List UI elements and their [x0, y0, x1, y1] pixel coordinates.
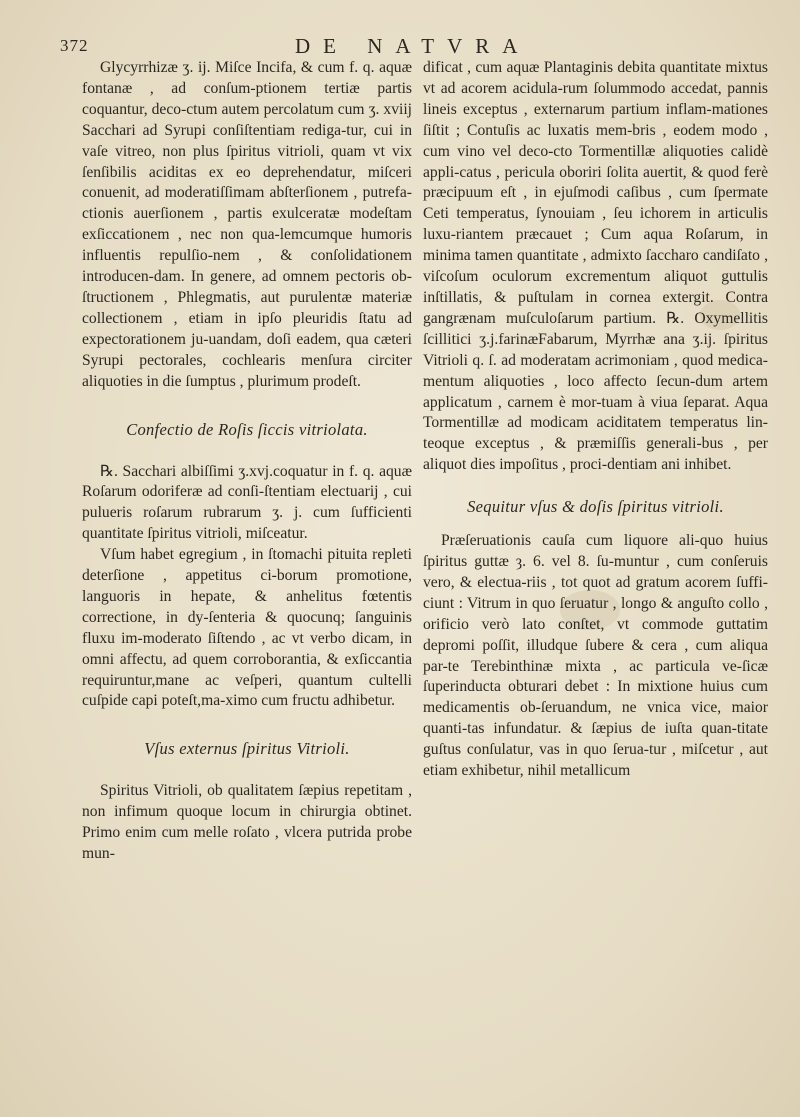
- left-heading-confectio: Confectio de Roſis ſiccis vitriolata.: [126, 419, 368, 439]
- left-column: [82, 58, 412, 865]
- left-paragraph-2: ℞. Sacchari albiſſimi ʒ.xvj.coquatur in f. q. aquæ Roſarum odoriferæ ad conſi-ſtentiam electuarij , cui pulueris roſarum rubrarum ʒ. j. cum ſufficienti quantitate ſpiritus vitrioli, miſceatur.: [82, 462, 412, 543]
- right-paragraph-1: dificat , cum aquæ Plantaginis debita quantitate mixtus vt ad acorem acidula-rum ſolummodo accedat, pannis lineis exceptus , externarum partium inflam-mationes ſiſtit ; Contuſis ac luxatis mem-bris , eodem modo , cum vino vel deco-cto Tormentillæ aliquoties calidè appli-catus , pericula oboriri ſolita auertit, & quod ferè præcipuum eſt , in ejuſmodi caſibus , cum ſpermate Ceti temperatus, ſynouiam , ſeu ichorem in articulis luxu-riantem præcauet ; Cum aqua Roſarum, in minima tamen quantitate , admixto ſaccharo candiſato , viſcoſum oculorum excrementum aliquot guttulis inſtillatis, & puſtulam in cornea extergit. Contra gangrænam muſculoſarum partium. ℞. Oxymellitis ſcillitici ʒ.j.farinæFabarum, Myrrhæ ana ʒ.ij. ſpiritus Vitrioli q. ſ. ad moderatam acrimoniam , quod medica-mentum aliquoties , loco affecto ſecun-dum artem applicatum , carnem è mor-tuam à viua ſeparat. Aqua Tormentillæ ad modicam aciditatem temperatus lin-teoque exceptus , & præmiſſis generali-bus , per aliquot dies impoſitus , proci-dentiam ani inhibet.: [423, 59, 768, 474]
- page-number: 372: [60, 36, 89, 55]
- right-heading-sequitur: Sequitur vſus & doſis ſpiritus vitrioli.: [467, 497, 724, 517]
- running-head: DE NATVRA: [295, 34, 531, 58]
- right-column: [423, 58, 768, 782]
- left-paragraph-4: Spiritus Vitrioli, ob qualitatem ſæpius repetitam , non infimum quoque locum in chirurgia obtinet. Primo enim cum melle roſato , vlcera putrida probe mun-: [82, 782, 412, 863]
- left-heading-vsus-externus: Vſus externus ſpiritus Vitrioli.: [144, 739, 350, 759]
- page-header: [60, 36, 780, 60]
- left-paragraph-3: Vſum habet egregium , in ſtomachi pituita repleti deterſione , appetitus ci-borum promotione, languoris in hepate, & anhelitus fœtentis correctione, in dy-ſenteria & quocunq; ſanguinis fluxu im-moderato ſiſtendo , ac vt verbo dicam, in omni affectu, ad quem corroborantia, & exſiccantia requiruntur,mane ac veſperi, quantum cultelli cuſpide capi poteſt,ma-ximo cum fructu adhibetur.: [82, 546, 412, 710]
- right-paragraph-2: Præſeruationis cauſa cum liquore ali-quo huius ſpiritus guttæ ȝ. 6. vel 8. ſu-muntur , cum conſeruis vero, & electua-riis , tot quot ad gratum acorem ſuffi-ciunt : Vitrum in quo ſeruatur , longo & anguſto collo , orificio verò lato conſtet, vt commode guttatim depromi poſſit, illudque ſubere & cera , cum aliqua par-te Terebinthinæ mixta , ac particula ve-ſicæ ſuperinducta obturari debet : In mixtione huius cum medicamentis ob-ſeruandum, ne vnica vice, maior quanti-tas infundatur. & ſæpius de iuſta quan-titate guſtus conſulatur, vas in quo ſerua-tur , miſcetur , aut etiam exhibetur, nihil metallicum: [423, 532, 768, 780]
- left-paragraph-1: Glycyrrhizæ ʒ. ij. Miſce Incifa, & cum f. q. aquæ fontanæ , ad conſum-ptionem tertiæ partis coquantur, deco-ctum autem percolatum cum ʒ. xviij Sacchari ad Syrupi conſiſtentiam rediga-tur, cui in vaſe vitreo, non plus ſpiritus vitrioli, quam vt vix ſenſibilis aciditas ex eo deprehendatur, miſceri conuenit, ad moderatiſſimam abſterſionem , putrefa-ctionis auerſionem , partis exulceratæ modeſtam exſiccationem , nec non qua-lemcumque humoris influentis repulſio-nem , & conſolidationem introducen-dam. In genere, ad omnem pectoris ob-ſtructionem , Phlegmatis, aut purulentæ materiæ collectionem , etiam in ipſo pleuridis ſtatu ad expectorationem ju-uandam, doſi eadem, qua cæteri Syrupi pectorales, cochlearis menſura circiter aliquoties in die ſumptus , plurimum prodeſt.: [82, 59, 412, 390]
